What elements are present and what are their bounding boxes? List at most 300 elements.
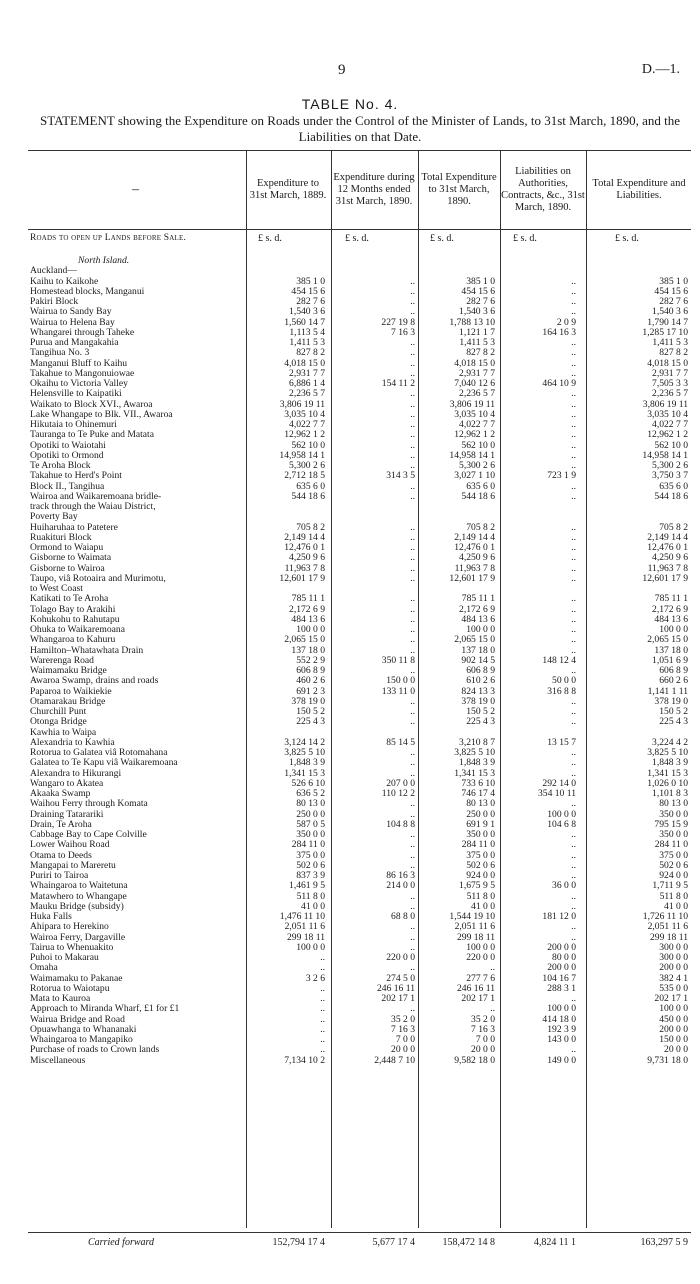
- table-row: [28, 922, 691, 932]
- road-name: Helensville to Kaipatiki: [30, 389, 122, 400]
- amount-cell: 795 15 9: [654, 818, 688, 830]
- road-name: Gisborne to Waimata: [30, 553, 112, 564]
- amount-cell: 3,035 10 4: [454, 408, 495, 420]
- amount-cell: 350 0 0: [296, 829, 325, 840]
- amount-cell: 220 0 0: [386, 952, 415, 963]
- amount-cell: ..: [571, 603, 576, 615]
- amount-cell: 1,051 6 9: [652, 654, 688, 666]
- road-name: Rotorua to Waiotapu: [30, 983, 110, 994]
- table-row: [28, 646, 691, 656]
- amount-cell: ..: [410, 941, 415, 953]
- amount-cell: 824 13 3: [461, 685, 495, 697]
- table-row: [28, 666, 691, 676]
- amount-cell: 454 15 6: [461, 285, 495, 297]
- amount-cell: 3,210 8 7: [459, 736, 495, 748]
- amount-cell: ..: [410, 562, 415, 574]
- amount-cell: ..: [410, 757, 415, 769]
- table-row: [28, 738, 691, 748]
- amount-cell: 511 8 0: [466, 890, 495, 902]
- road-name: Rotorua to Galatea viâ Rotomahana: [30, 748, 168, 758]
- amount-cell: ..: [490, 1003, 495, 1015]
- table-row: [28, 523, 691, 533]
- amount-cell: 100 0 0: [547, 808, 576, 820]
- amount-cell: 12,476 0 1: [284, 542, 325, 553]
- road-name: Wairua to Sandy Bay: [30, 307, 112, 318]
- amount-cell: ..: [571, 829, 576, 840]
- amount-cell: 220 0 0: [466, 952, 495, 963]
- amount-cell: ..: [571, 449, 576, 461]
- amount-cell: 785 11 1: [291, 593, 325, 605]
- amount-cell: 2,065 15 0: [454, 634, 495, 646]
- amount-cell: 502 0 6: [466, 859, 495, 871]
- amount-cell: 282 7 6: [659, 296, 688, 307]
- amount-cell: 635 6 0: [466, 480, 495, 492]
- road-name: Omaha: [30, 963, 58, 974]
- amount-cell: 200 0 0: [659, 1023, 688, 1035]
- table-row: [28, 369, 691, 379]
- amount-cell: 11,963 7 8: [284, 562, 325, 574]
- table-row: [28, 328, 691, 338]
- amount-cell: ..: [410, 357, 415, 369]
- amount-cell: ..: [571, 695, 576, 707]
- amount-cell: ..: [410, 429, 415, 441]
- amount-cell: 484 13 6: [291, 613, 325, 625]
- amount-cell: 80 13 0: [296, 798, 325, 810]
- amount-cell: 137 18 0: [291, 644, 325, 656]
- road-name: Wairoa Ferry, Dargaville: [30, 932, 126, 943]
- amount-cell: 192 3 9: [547, 1023, 576, 1035]
- amount-cell: ..: [410, 367, 415, 379]
- amount-cell: 250 0 0: [296, 808, 325, 820]
- amount-cell: ..: [410, 449, 415, 461]
- header-expenditure-12-months: Expenditure during 12 Months ended 31st March, 1890.: [331, 151, 416, 229]
- amount-cell: 378 19 0: [461, 695, 495, 707]
- road-name: Waihou Ferry through Komata: [30, 799, 148, 810]
- amount-cell: 385 1 0: [296, 275, 325, 287]
- amount-cell: ..: [410, 603, 415, 615]
- road-name: Tolago Bay to Arakihi: [30, 604, 116, 615]
- amount-cell: 150 0 0: [659, 1034, 688, 1045]
- table-row: [28, 543, 691, 553]
- amount-cell: ..: [410, 521, 415, 533]
- amount-cell: 207 0 0: [386, 777, 415, 789]
- amount-cell: ..: [410, 900, 415, 912]
- amount-cell: 85 14 5: [386, 736, 415, 748]
- table-row: [28, 564, 691, 574]
- amount-cell: 7,505 3 3: [652, 378, 688, 389]
- amount-cell: 104 6 8: [547, 818, 576, 830]
- amount-cell: ..: [320, 952, 325, 963]
- amount-cell: 924 0 0: [466, 870, 495, 881]
- amount-cell: 12,476 0 1: [647, 542, 688, 553]
- amount-cell: 1,790 14 7: [647, 316, 688, 328]
- amount-cell: 225 4 3: [659, 716, 688, 728]
- amount-cell: ..: [410, 531, 415, 543]
- amount-cell: ..: [410, 859, 415, 871]
- amount-cell: 250 0 0: [466, 808, 495, 820]
- amount-cell: 1,476 11 10: [279, 911, 325, 922]
- amount-cell: 2,051 11 6: [454, 921, 495, 933]
- amount-cell: 1,726 11 10: [642, 911, 688, 922]
- table-row: [28, 984, 691, 994]
- amount-cell: ..: [410, 849, 415, 861]
- table-row: [28, 851, 691, 861]
- amount-cell: ..: [571, 460, 576, 471]
- amount-cell: 246 16 11: [456, 982, 495, 994]
- amount-cell: 150 5 2: [659, 706, 688, 717]
- carried-forward-label: Carried forward: [88, 1237, 155, 1248]
- amount-cell: 225 4 3: [296, 716, 325, 728]
- amount-cell: 502 0 6: [659, 859, 688, 871]
- road-name: Huka Falls: [30, 912, 72, 922]
- footer-value: 4,824 11 1: [533, 1237, 576, 1248]
- road-name: Okaihu to Victoria Valley: [30, 379, 128, 389]
- road-name: Te Aroha Block: [30, 461, 91, 471]
- table-row: [28, 359, 691, 369]
- amount-cell: 1,675 9 5: [459, 880, 495, 892]
- amount-cell: 1,848 3 9: [652, 757, 688, 769]
- amount-cell: 100 0 0: [659, 624, 688, 635]
- amount-cell: 316 8 8: [547, 685, 576, 697]
- amount-cell: ..: [410, 439, 415, 451]
- table-row: [28, 553, 691, 563]
- table-row: [28, 717, 691, 727]
- road-name: Waikato to Block XVI., Awaroa: [30, 399, 153, 410]
- amount-cell: ..: [410, 552, 415, 564]
- page-number: 9: [338, 62, 346, 78]
- amount-cell: 20 0 0: [391, 1044, 415, 1056]
- amount-cell: 2,149 14 4: [454, 531, 495, 543]
- amount-cell: 225 4 3: [466, 716, 495, 728]
- amount-cell: ..: [410, 890, 415, 902]
- amount-cell: ..: [410, 644, 415, 656]
- amount-cell: 1,341 15 3: [454, 767, 495, 779]
- amount-cell: 9,731 18 0: [647, 1054, 688, 1066]
- table-row: [28, 728, 691, 738]
- amount-cell: 2,236 5 7: [652, 388, 688, 400]
- table-header: [28, 150, 691, 230]
- amount-cell: ..: [410, 275, 415, 287]
- amount-cell: 385 1 0: [466, 275, 495, 287]
- amount-cell: 733 6 10: [461, 777, 495, 789]
- amount-cell: 277 7 6: [466, 972, 495, 984]
- amount-cell: 7,134 10 2: [284, 1054, 325, 1066]
- table-row: [28, 1035, 691, 1045]
- table-row: [28, 892, 691, 902]
- road-name: Tairua to Whenuakito: [30, 942, 114, 953]
- amount-cell: ..: [410, 296, 415, 307]
- table-row: [28, 338, 691, 348]
- amount-cell: ..: [571, 716, 576, 728]
- amount-cell: 4,250 9 6: [459, 552, 495, 564]
- amount-cell: 7,040 12 6: [454, 378, 495, 389]
- amount-cell: 785 11 1: [461, 593, 495, 605]
- table-row: [28, 994, 691, 1004]
- road-name: Whangarei through Taheke: [30, 327, 135, 338]
- amount-cell: 2,172 6 9: [652, 603, 688, 615]
- amount-cell: ..: [571, 337, 576, 348]
- amount-cell: 150 0 0: [386, 675, 415, 687]
- amount-cell: 552 2 9: [296, 654, 325, 666]
- amount-cell: ..: [320, 962, 325, 974]
- amount-cell: 827 8 2: [466, 347, 495, 359]
- amount-cell: 299 18 11: [649, 931, 688, 943]
- table-row: [28, 789, 691, 799]
- amount-cell: 1,540 3 6: [459, 306, 495, 318]
- amount-cell: 350 11 8: [381, 654, 415, 666]
- table-row: [28, 840, 691, 850]
- amount-cell: 1,461 9 5: [289, 880, 325, 892]
- amount-cell: 1,101 8 3: [652, 788, 688, 799]
- amount-cell: ..: [410, 767, 415, 779]
- table-row: [28, 389, 691, 399]
- document-reference: D.—1.: [641, 62, 680, 77]
- amount-cell: 4,022 7 7: [289, 419, 325, 430]
- amount-cell: ..: [571, 900, 576, 912]
- amount-cell: ..: [571, 531, 576, 543]
- road-name: Kawhia to Waipa: [30, 727, 97, 738]
- amount-cell: ..: [571, 665, 576, 676]
- amount-cell: ..: [410, 962, 415, 974]
- amount-cell: 705 8 2: [466, 521, 495, 533]
- table-row: [28, 348, 691, 358]
- table-row: [28, 420, 691, 430]
- amount-cell: 827 8 2: [296, 347, 325, 359]
- amount-cell: ..: [410, 624, 415, 635]
- amount-cell: 35 2 0: [471, 1013, 495, 1025]
- amount-cell: 535 0 0: [659, 982, 688, 994]
- amount-cell: 300 0 0: [659, 952, 688, 963]
- amount-cell: ..: [320, 1023, 325, 1035]
- amount-cell: 2 0 9: [556, 316, 576, 328]
- amount-cell: 511 8 0: [296, 890, 325, 902]
- table-row: [28, 625, 691, 635]
- road-name: Mata to Kauroa: [30, 994, 91, 1004]
- amount-cell: 80 0 0: [552, 952, 576, 963]
- amount-cell: ..: [410, 408, 415, 420]
- amount-cell: ..: [410, 808, 415, 820]
- units-label: £ s. d.: [430, 233, 454, 244]
- amount-cell: 143 0 0: [547, 1034, 576, 1045]
- road-name: Cabbage Bay to Cape Colville: [30, 830, 147, 840]
- road-name: Otonga Bridge: [30, 717, 87, 728]
- amount-cell: 382 4 1: [659, 972, 688, 984]
- amount-cell: 137 18 0: [654, 644, 688, 656]
- table-row: [28, 799, 691, 809]
- amount-cell: 3,027 1 10: [454, 470, 495, 482]
- amount-cell: ..: [571, 285, 576, 297]
- road-name: Wairua Bridge and Road: [30, 1014, 125, 1025]
- road-name: Otama to Deeds: [30, 850, 92, 861]
- footer-value: 5,677 17 4: [372, 1237, 415, 1248]
- table-row: [28, 758, 691, 768]
- amount-cell: 7 0 0: [395, 1034, 415, 1045]
- road-name: Galatea to Te Kapu viâ Waikaremoana: [30, 758, 178, 769]
- road-name: Hikutaia to Ohinemuri: [30, 420, 117, 430]
- units-label: £ s. d.: [513, 233, 537, 244]
- table-row: [28, 1056, 691, 1066]
- amount-cell: 100 0 0: [547, 1003, 576, 1015]
- amount-cell: ..: [571, 921, 576, 933]
- amount-cell: 705 8 2: [296, 521, 325, 533]
- amount-cell: ..: [571, 306, 576, 318]
- amount-cell: ..: [571, 521, 576, 533]
- amount-cell: 4,022 7 7: [652, 419, 688, 430]
- amount-cell: ..: [410, 593, 415, 605]
- amount-cell: 610 2 6: [466, 675, 495, 687]
- amount-cell: ..: [320, 1034, 325, 1045]
- amount-cell: 3,806 19 11: [642, 398, 688, 410]
- road-name: Miscellaneous: [30, 1055, 86, 1066]
- amount-cell: 100 0 0: [296, 624, 325, 635]
- road-name: Matawhero to Whangape: [30, 891, 127, 902]
- table-row: [28, 635, 691, 645]
- road-name: Ormond to Waiapu: [30, 543, 104, 553]
- road-name: Lower Waihou Road: [30, 840, 110, 851]
- amount-cell: ..: [571, 839, 576, 851]
- amount-cell: 86 16 3: [386, 870, 415, 881]
- amount-cell: ..: [571, 388, 576, 400]
- amount-cell: ..: [410, 337, 415, 348]
- amount-cell: 7 16 3: [471, 1023, 495, 1035]
- amount-cell: 746 17 4: [461, 788, 495, 799]
- amount-cell: ..: [571, 398, 576, 410]
- amount-cell: 450 0 0: [659, 1013, 688, 1025]
- table-row: [28, 615, 691, 625]
- road-name: Waimamaku to Pakanae: [30, 973, 123, 984]
- road-name: Mangapai to Mareretu: [30, 860, 116, 871]
- amount-cell: 454 15 6: [291, 285, 325, 297]
- amount-cell: 299 18 11: [456, 931, 495, 943]
- road-name: Takahue to Mangonuiowae: [30, 368, 135, 379]
- amount-cell: ..: [571, 347, 576, 359]
- amount-cell: 284 11 0: [654, 839, 688, 851]
- amount-cell: ..: [571, 562, 576, 574]
- amount-cell: 11,963 7 8: [454, 562, 495, 574]
- amount-cell: ..: [571, 859, 576, 871]
- amount-cell: ..: [571, 798, 576, 810]
- road-name: Whangaroa to Kahuru: [30, 635, 116, 646]
- amount-cell: 104 8 8: [386, 818, 415, 830]
- amount-cell: 1,026 0 10: [647, 777, 688, 789]
- table-row: [28, 441, 691, 451]
- amount-cell: 154 11 2: [381, 378, 415, 389]
- amount-cell: 723 1 9: [547, 470, 576, 482]
- amount-cell: 636 5 2: [296, 788, 325, 799]
- table-row: [28, 943, 691, 953]
- amount-cell: 200 0 0: [547, 962, 576, 974]
- amount-cell: ..: [410, 747, 415, 758]
- table-row: [28, 1045, 691, 1055]
- amount-cell: 202 17 1: [461, 993, 495, 1004]
- amount-cell: 1,121 1 7: [459, 326, 495, 338]
- road-name: Lake Whangape to Blk. VII., Awaroa: [30, 409, 173, 420]
- table-row: [28, 748, 691, 758]
- road-name: Approach to Miranda Wharf, £1 for £1: [30, 1004, 180, 1015]
- amount-cell: ..: [571, 993, 576, 1004]
- road-name: Waimamaku Bridge: [30, 666, 107, 676]
- amount-cell: 3,825 5 10: [647, 747, 688, 758]
- table-row: [28, 605, 691, 615]
- amount-cell: 68 8 0: [391, 911, 415, 922]
- amount-cell: ..: [320, 982, 325, 994]
- amount-cell: 378 19 0: [291, 695, 325, 707]
- amount-cell: 2,051 11 6: [284, 921, 325, 933]
- road-name: Purchase of roads to Crown lands: [30, 1045, 160, 1056]
- amount-cell: ..: [410, 613, 415, 625]
- amount-cell: ..: [410, 480, 415, 492]
- road-name: Wangaro to Akatea: [30, 778, 104, 789]
- road-name: Churchill Punt: [30, 707, 87, 717]
- units-label: £ s. d.: [345, 233, 369, 244]
- amount-cell: 544 18 6: [291, 490, 325, 502]
- amount-cell: 587 0 5: [296, 818, 325, 830]
- table-row: [28, 912, 691, 922]
- table-row: [28, 810, 691, 820]
- amount-cell: ..: [410, 798, 415, 810]
- table-row: [28, 492, 691, 502]
- road-name: Draining Tatarariki: [30, 809, 104, 820]
- amount-cell: 4,250 9 6: [289, 552, 325, 564]
- amount-cell: ..: [571, 931, 576, 943]
- table-row: [28, 1025, 691, 1035]
- amount-cell: ..: [410, 706, 415, 717]
- amount-cell: 526 6 10: [291, 777, 325, 789]
- table-row: [28, 287, 691, 297]
- amount-cell: 785 11 1: [654, 593, 688, 605]
- amount-cell: 2,065 15 0: [284, 634, 325, 646]
- amount-cell: 1,285 17 10: [642, 326, 688, 338]
- amount-cell: 3,806 19 11: [449, 398, 495, 410]
- amount-cell: 12,476 0 1: [454, 542, 495, 553]
- amount-cell: 35 2 0: [391, 1013, 415, 1025]
- amount-cell: ..: [410, 419, 415, 430]
- amount-cell: 246 16 11: [376, 982, 415, 994]
- amount-cell: ..: [320, 1013, 325, 1025]
- header-total-expenditure: Total Expenditure to 31st March, 1890.: [418, 151, 499, 229]
- road-name: Katikati to Te Aroha: [30, 594, 109, 605]
- statement-caption: STATEMENT showing the Expenditure on Roads under the Control of the Minister of Lands, to 31st March, 1890, and the Liabilities on that Date.: [40, 113, 680, 144]
- amount-cell: 705 8 2: [659, 521, 688, 533]
- amount-cell: 133 11 0: [381, 685, 415, 697]
- road-name: Block II., Tangihua: [30, 481, 105, 492]
- amount-cell: 544 18 6: [461, 490, 495, 502]
- table-row: [28, 277, 691, 287]
- amount-cell: 1,411 5 3: [289, 337, 325, 348]
- header-liabilities: Liabilities on Authorities, Contracts, &c., 31st March, 1890.: [500, 151, 585, 229]
- table-row: [28, 482, 691, 492]
- road-name: Awaroa Swamp, drains and roads: [30, 676, 159, 687]
- amount-cell: 562 10 0: [291, 439, 325, 451]
- amount-cell: 12,601 17 9: [642, 572, 688, 584]
- amount-cell: 9,582 18 0: [454, 1054, 495, 1066]
- amount-cell: 288 3 1: [547, 982, 576, 994]
- amount-cell: 104 16 7: [542, 972, 576, 984]
- amount-cell: 150 5 2: [296, 706, 325, 717]
- amount-cell: 1,540 3 6: [289, 306, 325, 318]
- amount-cell: 4,250 9 6: [652, 552, 688, 564]
- amount-cell: 12,601 17 9: [449, 572, 495, 584]
- amount-cell: 110 12 2: [381, 788, 415, 799]
- road-name: Huiharuhaa to Patetere: [30, 522, 118, 533]
- table-row: [28, 594, 691, 604]
- table-row: [28, 379, 691, 389]
- amount-cell: ..: [571, 890, 576, 902]
- amount-cell: 460 2 6: [296, 675, 325, 687]
- amount-cell: 1,341 15 3: [647, 767, 688, 779]
- road-name: track through the Waiau District,: [30, 502, 156, 512]
- amount-cell: 3,750 3 7: [652, 470, 688, 482]
